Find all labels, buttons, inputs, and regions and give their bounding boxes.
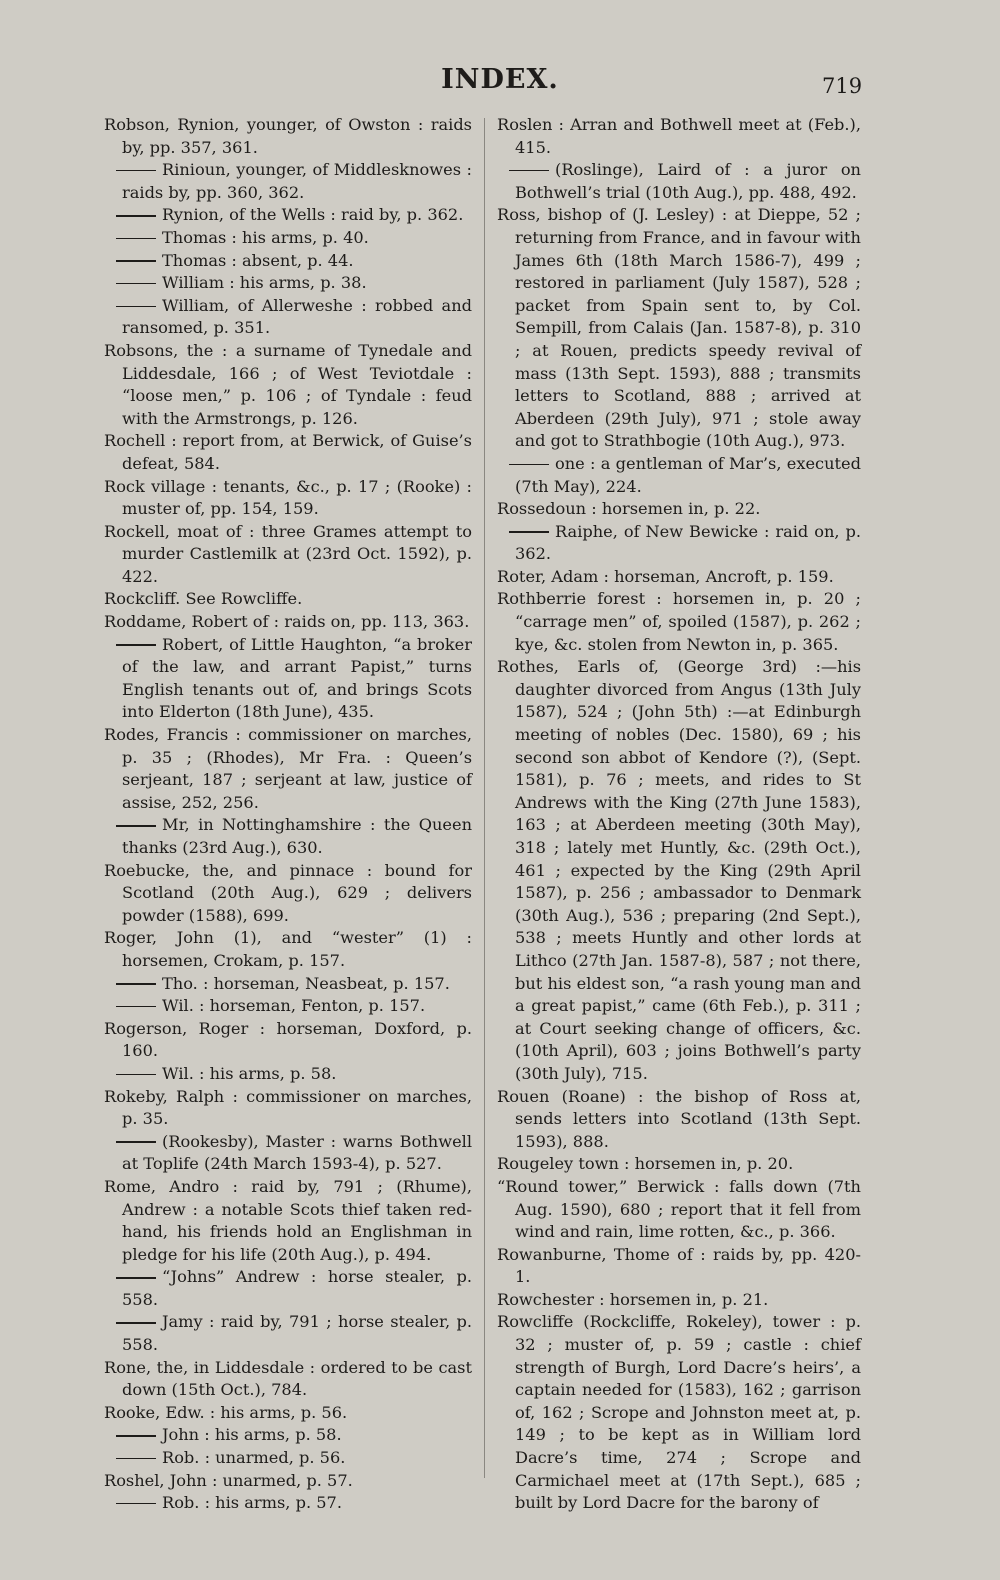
index-entry: [497, 1311, 861, 1514]
index-entry: [104, 430, 472, 475]
index-subentry: [104, 1131, 472, 1176]
entry-text: Roebucke, the, and pinnace : bound for Scotland (20th Aug.), 629 ; delivers powder (1588), 699.: [104, 860, 472, 925]
ditto-dash: [116, 1141, 156, 1143]
entry-text: Wil. : horseman, Fenton, p. 157.: [162, 996, 426, 1016]
entry-text: Rone, the, in Liddesdale : ordered to be cast down (15th Oct.), 784.: [104, 1357, 472, 1400]
entry-text: Roger, John (1), and “wester” (1) : horsemen, Crokam, p. 157.: [104, 928, 472, 970]
index-subentry: [104, 1447, 472, 1470]
index-subentry: [497, 453, 861, 498]
index-subentry: [104, 1492, 472, 1515]
index-subentry: [497, 159, 861, 204]
entry-text: Raiphe, of New Bewicke : raid on, p. 362.: [515, 521, 861, 564]
index-subentry: [104, 1266, 472, 1311]
index-entry: [104, 611, 472, 634]
index-subentry: [104, 995, 472, 1018]
index-entry: [104, 1470, 472, 1493]
index-subentry: [104, 1063, 472, 1086]
entry-text: Rinioun, younger, of Middlesknowes : raids by, pp. 360, 362.: [122, 160, 472, 202]
entry-text: Wil. : his arms, p. 58.: [162, 1063, 337, 1083]
entry-text: Rowanburne, Thome of : raids by, pp. 420-1.: [497, 1244, 861, 1287]
index-entry: [497, 204, 861, 453]
column-divider: [484, 118, 485, 1478]
entry-text: Rothes, Earls of, (George 3rd) :—his daughter divorced from Angus (13th July 1587), 524 ; (John 5th) :—at Edinburgh meeting of nobles (Dec. 1580), 69 ; his second son abbot of Kendore (?), (Sept. 1581), p. 76 ; meets, and rides to St Andrews with the King (27th June 1583), 163 ; at Aberdeen meeting (30th May), 318 ; lately met Huntly, &c. (29th Oct.), 461 ; expected by the King (29th April 1587), p. 256 ; ambassador to Denmark (30th Aug.), 536 ; preparing (2nd Sept.), 538 ; meets Huntly and other lords at Lithco (27th Jan. 1587-8), 587 ; not there, but his eldest son, “a rash young man and a great papist,” came (6th Feb.), p. 311 ; at Court seeking change of officers, &c. (10th April), 603 ; joins Bothwell’s party (30th July), 715.: [497, 657, 861, 1083]
entry-text: (Rookesby), Master : warns Bothwell at Toplife (24th March 1593-4), p. 527.: [122, 1131, 472, 1174]
entry-text: Robsons, the : a surname of Tynedale and Liddesdale, 166 ; of West Teviotdale : “loose men,” p. 106 ; of Tyndale : feud with the Armstrongs, p. 126.: [104, 340, 472, 428]
index-entry: [497, 566, 861, 589]
index-entry: [104, 476, 472, 521]
ditto-dash: [116, 1074, 156, 1076]
entry-text: William : his arms, p. 38.: [162, 273, 367, 293]
entry-text: Rouen (Roane) : the bishop of Ross at, sends letters into Scotland (13th Sept. 1593), 888.: [497, 1086, 861, 1151]
entry-text: William, of Allerweshe : robbed and ransomed, p. 351.: [122, 295, 472, 338]
index-entry: [104, 521, 472, 589]
ditto-dash: [116, 306, 156, 308]
index-entry: [104, 114, 472, 159]
entry-text: Rob. : unarmed, p. 56.: [162, 1448, 346, 1468]
entry-text: “Johns” Andrew : horse stealer, p. 558.: [122, 1267, 472, 1309]
index-entry: [497, 656, 861, 1085]
index-entry: [497, 1153, 861, 1176]
index-entry: [104, 1018, 472, 1063]
entry-text: Rynion, of the Wells : raid by, p. 362.: [162, 205, 464, 225]
entry-text: Rossedoun : horsemen in, p. 22.: [497, 499, 761, 519]
index-entry: [104, 860, 472, 928]
ditto-dash: [116, 1277, 156, 1279]
entry-text: Robert, of Little Haughton, “a broker of the law, and arrant Papist,” turns English tenants out of, and brings Scots into Elderton (18th June), 435.: [122, 634, 472, 722]
entry-text: Rockell, moat of : three Grames attempt to murder Castlemilk at (23rd Oct. 1592), p. 422.: [104, 521, 472, 586]
index-entry: [497, 1086, 861, 1154]
ditto-dash: [116, 1322, 156, 1324]
entry-text: Ross, bishop of (J. Lesley) : at Dieppe, 52 ; returning from France, and in favour with James 6th (18th March 1586-7), 499 ; restored in parliament (July 1587), 528 ; packet from Spain sent to, by Col. Sempill, from Calais (Jan. 1587-8), p. 310 ; at Rouen, predicts speedy revival of mass (13th Sept. 1593), 888 ; transmits letters to Scotland, 888 ; arrived at Aberdeen (29th July), 971 ; stole away and got to Strathbogie (10th Aug.), 973.: [497, 205, 861, 451]
ditto-dash: [116, 215, 156, 217]
index-subentry: [104, 250, 472, 273]
ditto-dash: [116, 260, 156, 262]
entry-text: Roshel, John : unarmed, p. 57.: [104, 1470, 353, 1490]
entry-text: Rochell : report from, at Berwick, of Guise’s defeat, 584.: [104, 431, 472, 473]
ditto-dash: [116, 983, 156, 985]
ditto-dash: [116, 283, 156, 285]
entry-text: one : a gentleman of Mar’s, executed (7th May), 224.: [515, 453, 861, 496]
ditto-dash: [116, 170, 156, 172]
entry-text: Rothberrie forest : horsemen in, p. 20 ; “carrage men” of, spoiled (1587), p. 262 ; kye, &c. stolen from Newton in, p. 365.: [497, 589, 861, 654]
entry-text: Roddame, Robert of : raids on, pp. 113, 363.: [104, 612, 470, 632]
ditto-dash: [509, 531, 549, 533]
entry-text: Robson, Rynion, younger, of Owston : raids by, pp. 357, 361.: [104, 115, 472, 157]
right-column: [497, 114, 861, 1515]
index-subentry: [497, 521, 861, 566]
entry-text: Mr, in Nottinghamshire : the Queen thanks (23rd Aug.), 630.: [122, 815, 472, 857]
index-entry: [497, 114, 861, 159]
ditto-dash: [116, 825, 156, 827]
entry-text: Thomas : his arms, p. 40.: [162, 227, 369, 247]
entry-text: Rogerson, Roger : horseman, Doxford, p. 160.: [104, 1018, 472, 1061]
entry-text: Rooke, Edw. : his arms, p. 56.: [104, 1402, 348, 1422]
entry-text: Rougeley town : horsemen in, p. 20.: [497, 1154, 794, 1174]
entry-text: Rokeby, Ralph : commissioner on marches, p. 35.: [104, 1086, 472, 1129]
page-title: INDEX.: [441, 64, 559, 95]
ditto-dash: [116, 238, 156, 240]
index-entry: [497, 1289, 861, 1312]
index-entry: [104, 724, 472, 814]
entry-text: Rowchester : horsemen in, p. 21.: [497, 1289, 769, 1309]
index-subentry: [104, 814, 472, 859]
index-entry: [104, 1176, 472, 1266]
entry-text: Rock village : tenants, &c., p. 17 ; (Rooke) : muster of, pp. 154, 159.: [104, 476, 472, 519]
index-entry: [104, 927, 472, 972]
ditto-dash: [116, 1503, 156, 1505]
index-subentry: [104, 1311, 472, 1356]
index-entry: [497, 1244, 861, 1289]
index-subentry: [104, 227, 472, 250]
entry-text: Jamy : raid by, 791 ; horse stealer, p. 558.: [122, 1312, 472, 1355]
entry-text: Rowcliffe (Rockcliffe, Rokeley), tower : p. 32 ; muster of, p. 59 ; castle : chief strength of Burgh, Lord Dacre’s heirs’, a captain needed for (1583), 162 ; garrison of, 162 ; Scrope and Johnston meet at, p. 149 ; to be kept as in William lord Dacre’s time, 274 ; Scrope and Carmichael meet at (17th Sept.), 685 ; built by Lord Dacre for the barony of: [497, 1312, 861, 1513]
index-subentry: [104, 204, 472, 227]
entry-text: Thomas : absent, p. 44.: [162, 250, 354, 270]
index-subentry: [104, 295, 472, 340]
index-subentry: [104, 159, 472, 204]
entry-text: John : his arms, p. 58.: [162, 1425, 342, 1445]
index-subentry: [104, 973, 472, 996]
entry-text: Tho. : horseman, Neasbeat, p. 157.: [162, 973, 450, 993]
index-entry: [497, 1176, 861, 1244]
entry-text: “Round tower,” Berwick : falls down (7th Aug. 1590), 680 ; report that it fell from wind and rain, lime rotten, &c., p. 366.: [497, 1176, 861, 1242]
index-entry: [104, 588, 472, 611]
entry-text: Roter, Adam : horseman, Ancroft, p. 159.: [497, 566, 834, 586]
entry-text: Rodes, Francis : commissioner on marches, p. 35 ; (Rhodes), Mr Fra. : Queen’s serjeant, 187 ; serjeant at law, justice of assise, 252, 256.: [104, 725, 472, 812]
entry-text: (Roslinge), Laird of : a juror on Bothwell’s trial (10th Aug.), pp. 488, 492.: [515, 160, 861, 202]
index-entry: [104, 1357, 472, 1402]
index-subentry: [104, 272, 472, 295]
entry-text: Rob. : his arms, p. 57.: [162, 1493, 342, 1513]
ditto-dash: [116, 644, 156, 646]
entry-text: Roslen : Arran and Bothwell meet at (Feb.), 415.: [497, 115, 861, 157]
ditto-dash: [509, 464, 549, 466]
left-column: [104, 114, 472, 1515]
index-entry: [497, 498, 861, 521]
ditto-dash: [116, 1458, 156, 1460]
ditto-dash: [509, 170, 549, 172]
entry-text: Rockcliff. See Rowcliffe.: [104, 589, 303, 609]
index-subentry: [104, 1424, 472, 1447]
entry-text: Rome, Andro : raid by, 791 ; (Rhume), Andrew : a notable Scots thief taken red-hand, his friends hold an Englishman in pledge for his life (20th Aug.), p. 494.: [104, 1176, 472, 1264]
page-number: 719: [822, 74, 863, 98]
index-subentry: [104, 634, 472, 724]
index-entry: [104, 340, 472, 430]
ditto-dash: [116, 1435, 156, 1437]
index-entry: [104, 1402, 472, 1425]
index-entry: [104, 1086, 472, 1131]
index-entry: [497, 588, 861, 656]
ditto-dash: [116, 1006, 156, 1008]
